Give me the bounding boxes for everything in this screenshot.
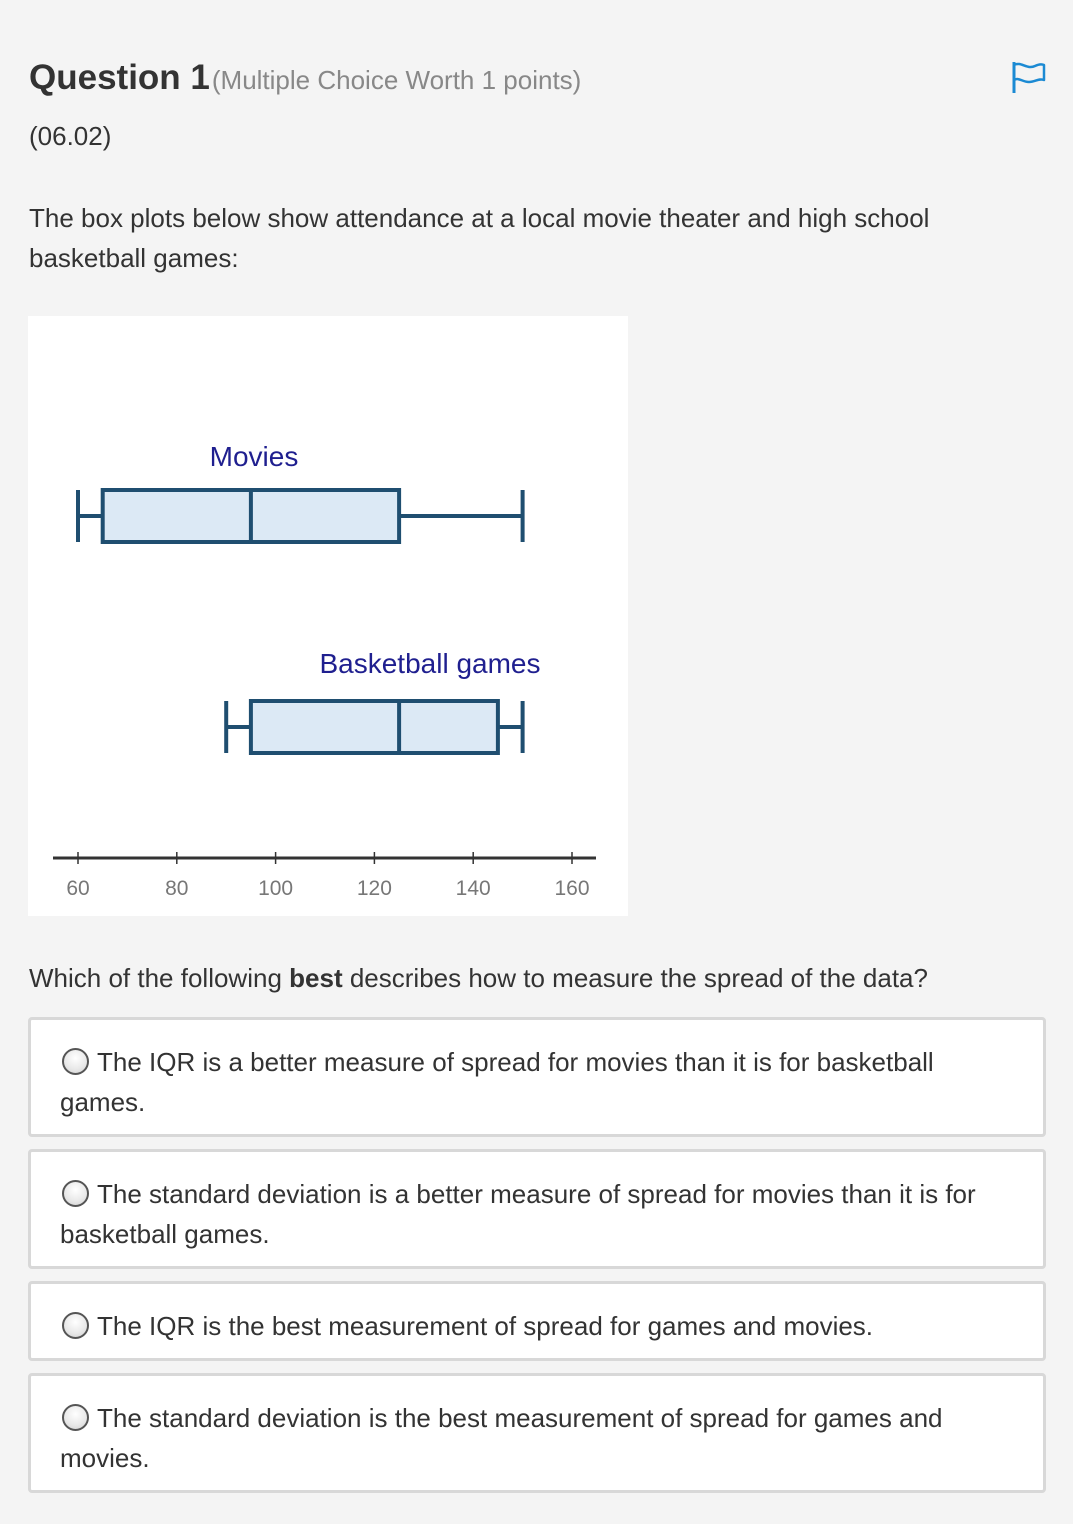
answer-option-text: The IQR is a better measure of spread for movies than it is for basketball games. [60,1047,934,1117]
answer-option-3[interactable] [28,1281,1046,1361]
flag-icon[interactable] [1011,60,1047,94]
prompt-bold: best [289,963,343,993]
answer-option-text: The standard deviation is a better measure of spread for movies than it is for basketball games. [60,1179,976,1249]
answer-option-2[interactable] [28,1149,1046,1269]
box-plot-figure [28,316,628,916]
series-label: Movies [209,441,299,472]
x-tick-label: 140 [455,877,491,900]
question-header [29,58,581,98]
iqr-box [251,701,498,753]
x-tick-label: 160 [554,877,590,900]
prompt-pre: Which of the following [29,963,290,993]
answer-option-text: The standard deviation is the best measurement of spread for games and movies. [60,1403,943,1473]
x-tick-label: 60 [66,877,90,900]
x-tick-label: 120 [356,877,392,900]
series-label: Basketball games [319,648,541,679]
question-prompt [29,958,928,998]
answer-option-text: The IQR is the best measurement of spread for games and movies. [97,1311,874,1341]
question-title: Question 1 [29,58,210,97]
x-tick-label: 100 [258,877,294,900]
question-code: (06.02) [29,121,112,151]
question-text: The box plots below show attendance at a local movie theater and high school basketball games: [29,203,930,273]
answer-option-4[interactable] [28,1373,1046,1493]
box-plot-chart [28,316,628,916]
question-worth: (Multiple Choice Worth 1 points) [211,65,582,95]
answer-option-1[interactable] [28,1017,1046,1137]
prompt-post: describes how to measure the spread of the data? [342,963,928,993]
x-tick-label: 80 [165,877,189,900]
